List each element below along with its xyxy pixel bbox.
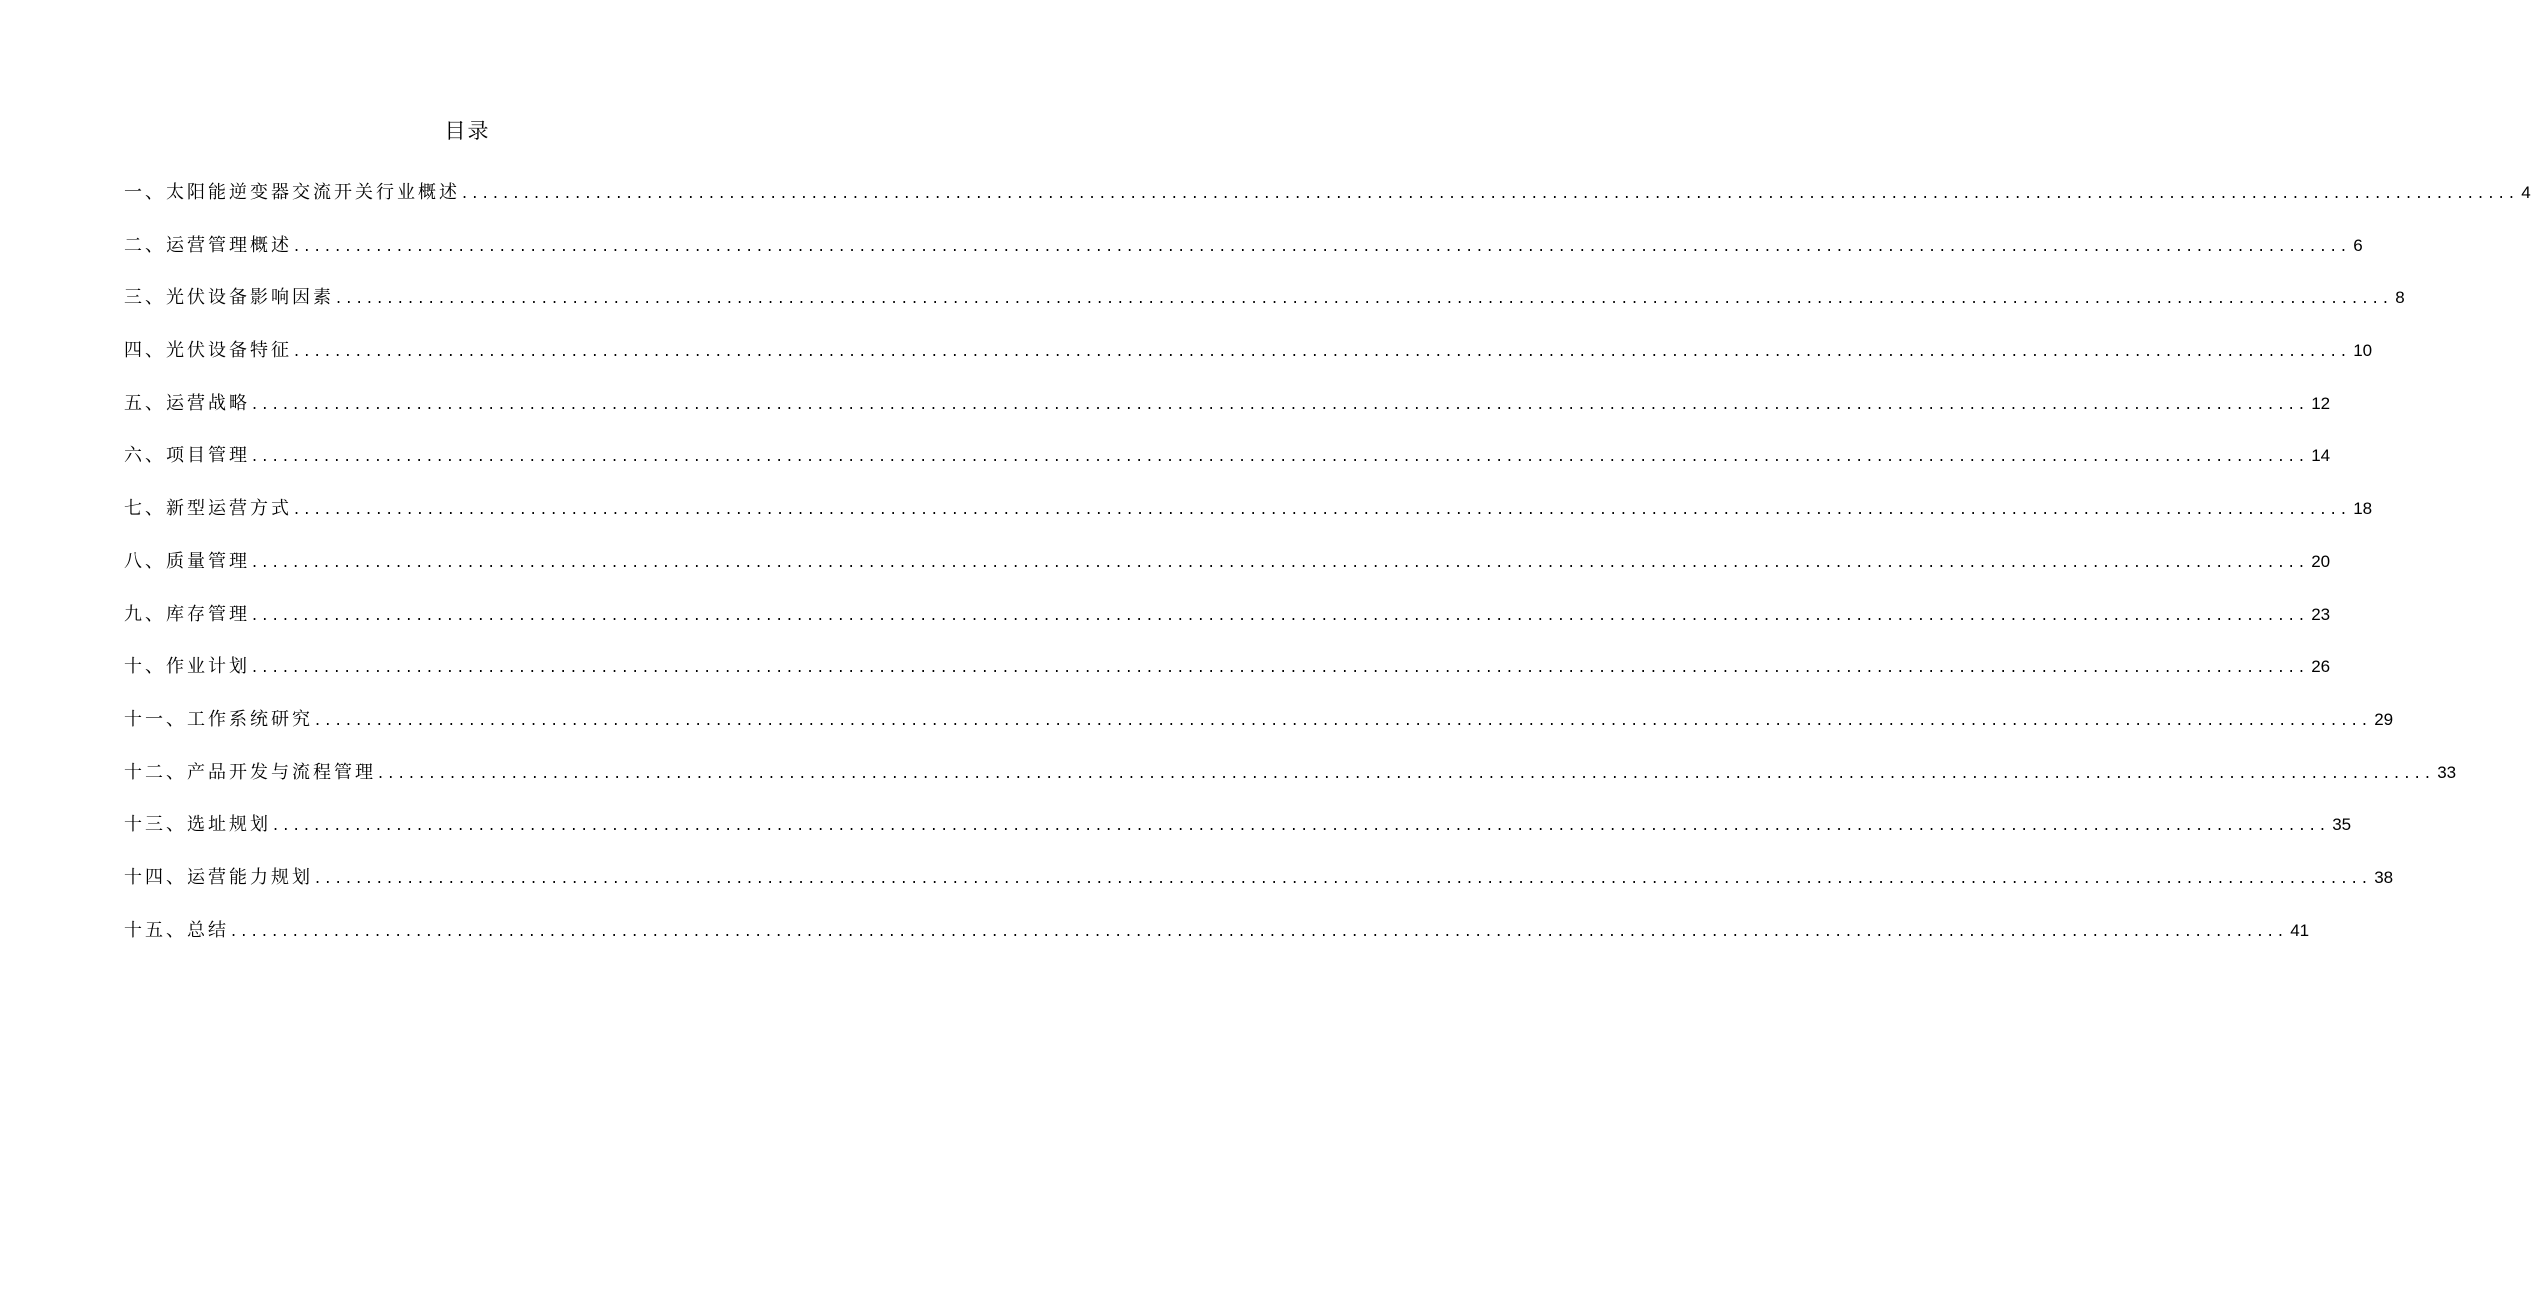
toc-entry[interactable]: [124, 810, 2352, 863]
toc-entry[interactable]: [124, 389, 2331, 442]
toc-entry[interactable]: [124, 758, 2457, 811]
toc-entry[interactable]: [124, 652, 2331, 705]
toc-leader-dots: ........................................................................................................................................................................................................: [336, 288, 2394, 308]
toc-entry[interactable]: [124, 231, 2363, 284]
toc-leader-dots: ........................................................................................................................................................................................................: [315, 709, 2373, 729]
toc-entry[interactable]: [124, 863, 2394, 916]
toc-entry[interactable]: [124, 916, 2310, 969]
toc-entry[interactable]: [124, 441, 2331, 494]
toc-entry-page: 35: [2332, 815, 2352, 835]
toc-entry-page: 14: [2311, 446, 2331, 466]
toc-entry[interactable]: [124, 336, 2373, 389]
toc-entry-label: 七、新型运营方式: [124, 498, 292, 520]
toc-entry[interactable]: [124, 705, 2394, 758]
toc-entry-label: 五、运营战略: [124, 392, 250, 414]
toc-leader-dots: ........................................................................................................................................................................................................: [252, 604, 2310, 624]
toc-leader-dots: ........................................................................................................................................................................................................: [294, 499, 2352, 519]
toc-entry-label: 十二、产品开发与流程管理: [124, 761, 376, 783]
toc-leader-dots: ........................................................................................................................................................................................................: [294, 235, 2352, 255]
toc-leader-dots: ........................................................................................................................................................................................................: [462, 183, 2520, 202]
toc-entry[interactable]: [124, 600, 2331, 653]
toc-entry[interactable]: [124, 547, 2331, 600]
toc-entry-label: 三、光伏设备影响因素: [124, 287, 334, 309]
toc-entry-page: 12: [2311, 393, 2331, 413]
toc-leader-dots: ........................................................................................................................................................................................................: [378, 762, 2436, 782]
toc-title: 目录: [444, 119, 491, 143]
toc-entry-page: 4: [2521, 183, 2531, 202]
toc-entry-label: 十一、工作系统研究: [124, 708, 313, 730]
toc-leader-dots: ........................................................................................................................................................................................................: [252, 551, 2310, 571]
toc-leader-dots: ........................................................................................................................................................................................................: [252, 393, 2310, 413]
toc-entry-label: 十、作业计划: [124, 656, 250, 678]
toc-list: [124, 178, 2531, 968]
toc-entry-label: 十四、运营能力规划: [124, 866, 313, 888]
toc-entry-label: 八、质量管理: [124, 550, 250, 572]
toc-leader-dots: ........................................................................................................................................................................................................: [231, 920, 2289, 940]
toc-entry-page: 18: [2353, 499, 2373, 519]
toc-leader-dots: ........................................................................................................................................................................................................: [252, 657, 2310, 677]
toc-leader-dots: ........................................................................................................................................................................................................: [273, 815, 2331, 835]
toc-entry-page: 26: [2311, 657, 2331, 677]
toc-entry-label: 十三、选址规划: [124, 814, 271, 836]
toc-entry[interactable]: [124, 494, 2373, 547]
toc-entry-page: 33: [2437, 762, 2457, 782]
toc-entry-page: 29: [2374, 709, 2394, 729]
toc-entry-label: 一、太阳能逆变器交流开关行业概述: [124, 182, 460, 203]
toc-leader-dots: ........................................................................................................................................................................................................: [315, 867, 2373, 887]
toc-entry-label: 六、项目管理: [124, 445, 250, 467]
toc-entry-page: 20: [2311, 551, 2331, 571]
toc-entry-page: 8: [2395, 288, 2405, 308]
toc-entry-page: 23: [2311, 604, 2331, 624]
toc-entry-label: 四、光伏设备特征: [124, 340, 292, 362]
toc-entry-page: 41: [2290, 920, 2310, 940]
toc-entry-page: 6: [2353, 235, 2363, 255]
toc-entry-label: 九、库存管理: [124, 603, 250, 625]
toc-entry-label: 二、运营管理概述: [124, 234, 292, 256]
toc-entry[interactable]: [124, 178, 2531, 231]
toc-entry-label: 十五、总结: [124, 919, 229, 941]
toc-leader-dots: ........................................................................................................................................................................................................: [252, 446, 2310, 466]
toc-leader-dots: ........................................................................................................................................................................................................: [294, 341, 2352, 361]
toc-entry[interactable]: [124, 283, 2405, 336]
toc-entry-page: 38: [2374, 867, 2394, 887]
toc-entry-page: 10: [2353, 341, 2373, 361]
